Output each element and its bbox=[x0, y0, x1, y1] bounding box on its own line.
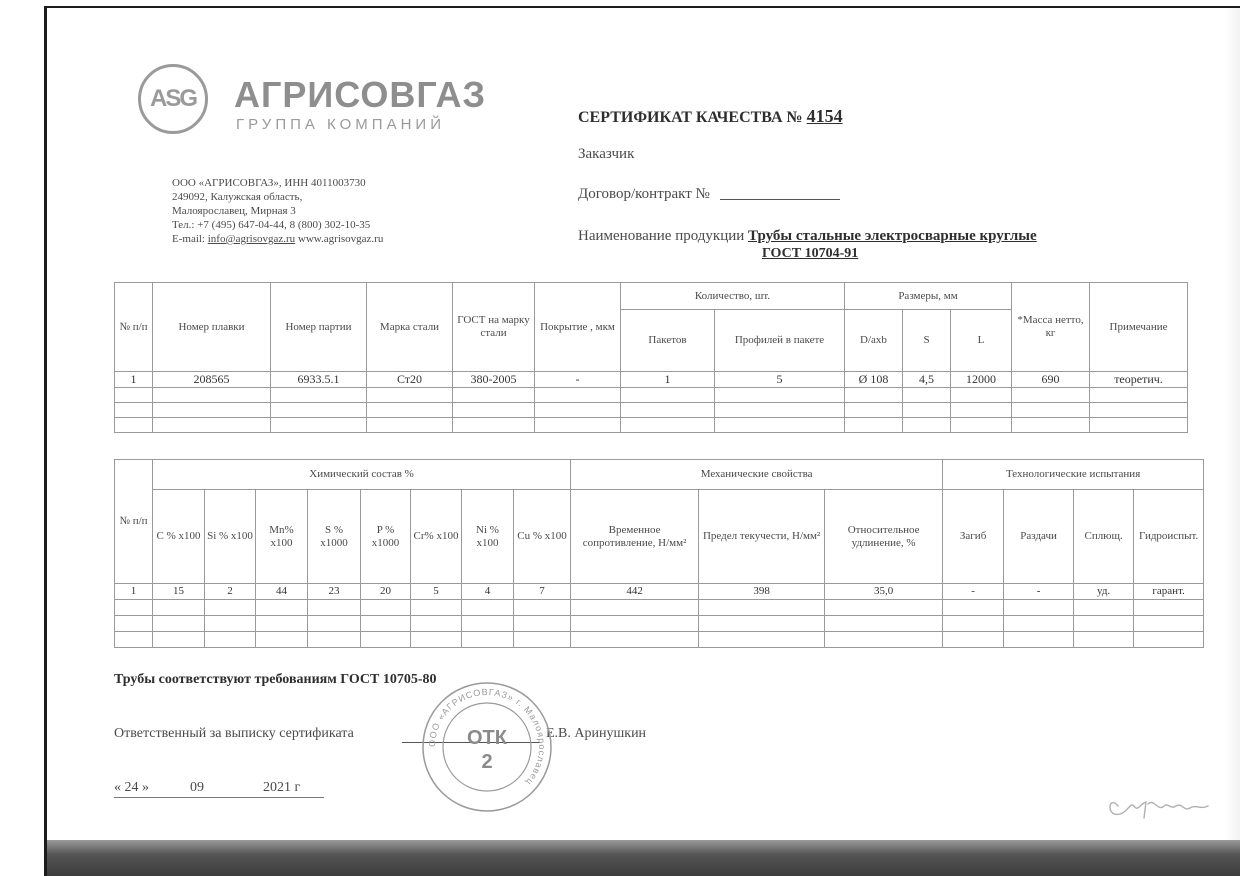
cell-yield: 398 bbox=[699, 584, 825, 600]
col-s: S bbox=[903, 310, 951, 372]
col-cu: Cu % x100 bbox=[514, 490, 571, 584]
contract-blank bbox=[720, 199, 840, 200]
table-row bbox=[115, 584, 1204, 600]
col-hydro: Гидроиспыт. bbox=[1134, 490, 1204, 584]
col-si: Si % x100 bbox=[205, 490, 256, 584]
col-packs: Пакетов bbox=[621, 310, 715, 372]
col-grade: Марка стали bbox=[367, 283, 453, 372]
col-num: № п/п bbox=[115, 460, 153, 584]
cell-flare: - bbox=[1004, 584, 1074, 600]
table-row-empty bbox=[115, 632, 1204, 648]
contract-label: Договор/контракт № bbox=[578, 186, 710, 202]
col-note: Примечание bbox=[1090, 283, 1188, 372]
col-bend: Загиб bbox=[943, 490, 1004, 584]
conformity-statement: Трубы соответствуют требованиям ГОСТ 10705-80 bbox=[114, 672, 437, 687]
group-sizes: Размеры, мм bbox=[845, 283, 1012, 310]
signer-name: Е.В. Аринушкин bbox=[546, 726, 647, 741]
scan-bottom-shadow bbox=[47, 840, 1240, 876]
cell-ni: 4 bbox=[462, 584, 514, 600]
cell-gost: 380-2005 bbox=[453, 372, 535, 388]
cell-p: 20 bbox=[361, 584, 411, 600]
date-year: 2021 г bbox=[263, 780, 301, 795]
col-flatten: Сплющ. bbox=[1074, 490, 1134, 584]
col-elongation: Относительное удлинение, % bbox=[825, 490, 943, 584]
col-d: D/axb bbox=[845, 310, 903, 372]
col-p: P % x1000 bbox=[361, 490, 411, 584]
company-details bbox=[172, 176, 383, 246]
cell-flatten: уд. bbox=[1074, 584, 1134, 600]
product-gost: ГОСТ 10704-91 bbox=[762, 246, 859, 261]
certificate-title-label: СЕРТИФИКАТ КАЧЕСТВА № bbox=[578, 109, 803, 126]
cell-grade: Ст20 bbox=[367, 372, 453, 388]
cell-num: 1 bbox=[115, 584, 153, 600]
product-table bbox=[114, 282, 1188, 433]
col-gost: ГОСТ на марку стали bbox=[453, 283, 535, 372]
col-cr: Cr% x100 bbox=[411, 490, 462, 584]
col-c: С % x100 bbox=[153, 490, 205, 584]
handwritten-signature bbox=[1104, 784, 1214, 824]
logo-mark: ASG bbox=[138, 64, 208, 134]
cell-mn: 44 bbox=[256, 584, 308, 600]
cell-si: 2 bbox=[205, 584, 256, 600]
stamp-number: 2 bbox=[481, 751, 493, 773]
responsible-label: Ответственный за выписку сертификата bbox=[114, 726, 354, 741]
col-num: № п/п bbox=[115, 283, 153, 372]
logo-subtitle: ГРУППА КОМПАНИЙ bbox=[236, 116, 445, 133]
logo-name: АГРИСОВГАЗ bbox=[234, 74, 487, 115]
company-line: ООО «АГРИСОВГАЗ», ИНН 4011003730 bbox=[172, 177, 366, 189]
otk-stamp bbox=[420, 680, 554, 814]
group-mechanical: Механические свойства bbox=[571, 460, 943, 490]
cell-num: 1 bbox=[115, 372, 153, 388]
cell-profiles: 5 bbox=[715, 372, 845, 388]
cell-elongation: 35,0 bbox=[825, 584, 943, 600]
cell-mass: 690 bbox=[1012, 372, 1090, 388]
table-row-empty bbox=[115, 418, 1188, 433]
certificate-title bbox=[578, 106, 843, 127]
website: www.agrisovgaz.ru bbox=[295, 233, 384, 245]
group-quantity: Количество, шт. bbox=[621, 283, 845, 310]
cell-batch: 6933.5.1 bbox=[271, 372, 367, 388]
col-profiles: Профилей в пакете bbox=[715, 310, 845, 372]
table-row-empty bbox=[115, 616, 1204, 632]
cell-tensile: 442 bbox=[571, 584, 699, 600]
contract-line bbox=[578, 186, 840, 203]
cell-cr: 5 bbox=[411, 584, 462, 600]
col-ni: Ni % x100 bbox=[462, 490, 514, 584]
company-line: Малоярославец, Мирная 3 bbox=[172, 205, 296, 217]
product-line bbox=[578, 228, 1037, 245]
table-row-empty bbox=[115, 403, 1188, 418]
email-label: E-mail: bbox=[172, 233, 208, 245]
cell-l: 12000 bbox=[951, 372, 1012, 388]
company-line: Тел.: +7 (495) 647-04-44, 8 (800) 302-10-35 bbox=[172, 219, 371, 231]
scan-border-left bbox=[44, 6, 47, 876]
cell-d: Ø 108 bbox=[845, 372, 903, 388]
col-l: L bbox=[951, 310, 1012, 372]
date-month: 09 bbox=[190, 780, 204, 795]
cell-heat: 208565 bbox=[153, 372, 271, 388]
col-coating: Покрытие , мкм bbox=[535, 283, 621, 372]
cell-cu: 7 bbox=[514, 584, 571, 600]
scan-border-top bbox=[44, 6, 1240, 8]
page-edge-shade bbox=[1226, 8, 1240, 840]
cell-packs: 1 bbox=[621, 372, 715, 388]
col-heat: Номер плавки bbox=[153, 283, 271, 372]
date-underline bbox=[114, 797, 324, 798]
properties-table bbox=[114, 459, 1204, 648]
table-row-empty bbox=[115, 388, 1188, 403]
col-mn: Mn% x100 bbox=[256, 490, 308, 584]
company-contacts bbox=[172, 232, 383, 246]
cell-hydro: гарант. bbox=[1134, 584, 1204, 600]
email-link[interactable]: info@agrisovgaz.ru bbox=[207, 233, 296, 245]
group-chemistry: Химический состав % bbox=[153, 460, 571, 490]
cell-s: 23 bbox=[308, 584, 361, 600]
cell-coating: - bbox=[535, 372, 621, 388]
col-tensile: Временное сопротивление, Н/мм² bbox=[571, 490, 699, 584]
table-row-empty bbox=[115, 600, 1204, 616]
product-name: Трубы стальные электросварные круглые bbox=[748, 228, 1037, 244]
col-flare: Раздачи bbox=[1004, 490, 1074, 584]
col-yield: Предел текучести, Н/мм² bbox=[699, 490, 825, 584]
cell-c: 15 bbox=[153, 584, 205, 600]
date-day: « 24 » bbox=[114, 780, 149, 795]
cell-s: 4,5 bbox=[903, 372, 951, 388]
col-batch: Номер партии bbox=[271, 283, 367, 372]
table-row bbox=[115, 372, 1188, 388]
cell-bend: - bbox=[943, 584, 1004, 600]
col-mass: *Масса нетто, кг bbox=[1012, 283, 1090, 372]
cell-note: теоретич. bbox=[1090, 372, 1188, 388]
certificate-number: 4154 bbox=[806, 106, 843, 126]
company-line: 249092, Калужская область, bbox=[172, 191, 303, 203]
customer-label: Заказчик bbox=[578, 146, 635, 162]
col-s: S % x1000 bbox=[308, 490, 361, 584]
product-label: Наименование продукции bbox=[578, 228, 745, 244]
group-tech-tests: Технологические испытания bbox=[943, 460, 1204, 490]
stamp-otk: ОТК bbox=[467, 727, 507, 749]
issue-date bbox=[114, 780, 300, 796]
stamp-ring-text: ООО «АГРИСОВГАЗ» г. Малоярославец bbox=[426, 686, 548, 788]
